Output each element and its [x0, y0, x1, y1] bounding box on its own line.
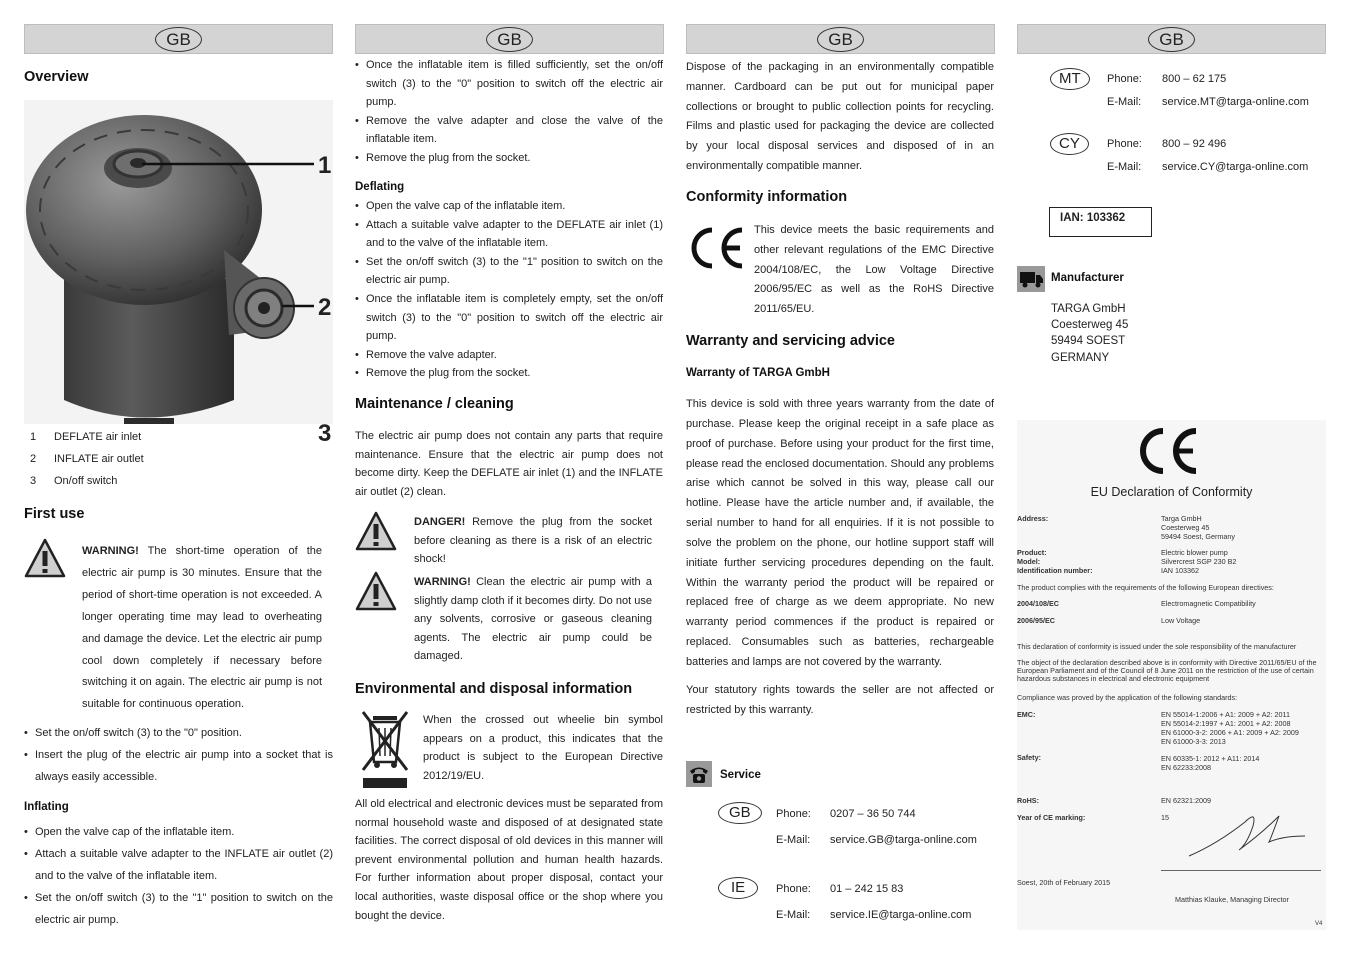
- standards-intro: Compliance was proved by the application of the following standards:: [1017, 693, 1238, 702]
- part-item: 2 INFLATE air outlet: [30, 453, 144, 465]
- callout-3: 3: [318, 420, 332, 447]
- list-item: • Insert the plug of the electric air pump into a socket that is always easily accessible.: [24, 744, 333, 788]
- email-address: service.MT@targa-online.com: [1162, 96, 1309, 108]
- phone-number: 01 – 242 15 83: [830, 883, 904, 895]
- email-label: E-Mail:: [776, 909, 811, 921]
- emc-label: EMC:: [1017, 710, 1036, 719]
- truck-icon: [1017, 266, 1045, 292]
- conformity-title: Conformity information: [686, 189, 848, 205]
- id-value: IAN 103362: [1161, 566, 1199, 575]
- column-4: [1017, 24, 1326, 927]
- email-label: E-Mail:: [1107, 161, 1142, 173]
- language-banner: [24, 24, 333, 54]
- ce-mark-icon: [686, 224, 746, 272]
- emc-standards: EN 55014-1:2006 + A1: 2009 + A2: 2011 EN 55014-2:1997 + A1: 2001 + A2: 2008 EN 61000-3-2: 2006 + A1: 2009 + A2: 2009 EN 61000-3-3: 2013: [1161, 710, 1299, 746]
- email-address: service.CY@targa-online.com: [1162, 161, 1309, 173]
- service-contact-mt: [1050, 66, 1326, 116]
- signature: [1187, 804, 1307, 864]
- service-title: Service: [720, 769, 761, 781]
- deflating-title: Deflating: [355, 181, 405, 193]
- danger-icon: [355, 511, 397, 551]
- phone-label: Phone:: [1107, 138, 1142, 150]
- deflating-list: [355, 197, 663, 383]
- model-value: Silvercrest SGP 230 B2: [1161, 557, 1237, 566]
- language-banner: [355, 24, 664, 54]
- warning-icon: [24, 538, 66, 578]
- warranty-title: Warranty and servicing advice: [686, 333, 895, 349]
- inflating-title: Inflating: [24, 801, 69, 813]
- model-label: Model:: [1017, 557, 1041, 566]
- year-value: 15: [1161, 813, 1169, 822]
- list-item: • Open the valve cap of the inflatable item.: [24, 821, 333, 843]
- id-label: Identification number:: [1017, 566, 1093, 575]
- email-label: E-Mail:: [1107, 96, 1142, 108]
- country-badge: CY: [1050, 133, 1089, 155]
- telephone-icon: [686, 761, 712, 787]
- warranty-subtitle: Warranty of TARGA GmbH: [686, 367, 830, 379]
- parts-list: [24, 426, 324, 492]
- product-value: Electric blower pump: [1161, 548, 1228, 557]
- email-address: service.GB@targa-online.com: [830, 834, 977, 846]
- crossed-bin-icon: [361, 710, 411, 790]
- callout-2: 2: [318, 294, 332, 321]
- version-label: V4: [1315, 921, 1323, 927]
- directive-label: 2006/95/EC: [1017, 616, 1055, 625]
- eu-declaration: [1017, 420, 1326, 930]
- service-contact-ie: [718, 877, 998, 937]
- warranty-text: This device is sold with three years warranty from the date of purchase. Please keep the original receipt in a safe place as proof of purchase. Before using your product for the first time, please read the enclosed documentation. Should any problems arise which cannot be solved in this way, please call our hotline. Please have the article number and, if available, the serial number to hand for all enquiries. If it is not possible to solve the problem on the phone, our hotline support staff will initiate further servicing procedures depending on the fault. Within the warranty period the product will be repaired or replaced free of charge as we deem appropriate. No new warranty period commences if the product is repaired or replaced. Consumables such as batteries, rechargeable batteries and lamps are not covered by the warranty.: [686, 398, 994, 668]
- list-item: • Once the inflatable item is filled sufficiently, set the on/off switch (3) to the "0" position to switch off the electric air pump.: [355, 56, 663, 112]
- address-label: Address:: [1017, 514, 1049, 523]
- directive-label: 2004/108/EC: [1017, 599, 1059, 608]
- maintenance-title: Maintenance / cleaning: [355, 396, 514, 412]
- list-item: • Set the on/off switch (3) to the "1" position to switch on the electric air pump.: [24, 887, 333, 931]
- environment-title: Environmental and disposal information: [355, 681, 633, 697]
- inflating-list: [24, 821, 333, 931]
- first-use-title: First use: [24, 506, 85, 522]
- weee-text: When the crossed out wheelie bin symbol appears on a product, this indicates that the product is subject to the European Directive 2012/19/EU.: [423, 714, 663, 782]
- part-item: 3 On/off switch: [30, 475, 118, 487]
- address-line: GERMANY: [1051, 351, 1110, 364]
- address-line: TARGA GmbH: [1051, 303, 1126, 315]
- part-item: 1 DEFLATE air inlet: [30, 431, 142, 443]
- place-date: Soest, 20th of February 2015: [1017, 878, 1111, 887]
- service-contact-gb: [718, 802, 998, 862]
- list-item: • Remove the valve adapter.: [355, 346, 663, 365]
- list-item: • Attach a suitable valve adapter to the DEFLATE air inlet (1) and to the valve of the inflatable item.: [355, 216, 663, 253]
- directive-value: Low Voltage: [1161, 616, 1201, 625]
- language-badge: GB: [155, 27, 202, 52]
- phone-label: Phone:: [776, 808, 811, 820]
- language-banner: [686, 24, 995, 54]
- list-item: • Set the on/off switch (3) to the "0" position.: [24, 722, 333, 744]
- list-item: • Remove the plug from the socket.: [355, 364, 663, 383]
- phone-number: 800 – 62 175: [1162, 73, 1227, 85]
- phone-number: 0207 – 36 50 744: [830, 808, 916, 820]
- first-use-list: [24, 722, 333, 788]
- first-use-warning: WARNING! The short-time operation of the electric air pump is 30 minutes. Ensure that the period of short-time operation is not exceeded. A longer operating time may lead to overheating and damage the device. Let the electric air pump cool down completely if necessary before switching it on again. The electric air pump is not suitable for continuous operation.: [82, 545, 322, 711]
- conformity-text: This device meets the basic requirements and other relevant regulations of the EMC Directive 2004/108/EC, the Low Voltage Directive 2006/95/EC as well as the RoHS Directive 2011/65/EU.: [754, 224, 994, 316]
- list-item: • Attach a suitable valve adapter to the INFLATE air outlet (2) and to the valve of the inflatable item.: [24, 843, 333, 887]
- warning-icon: [355, 571, 397, 611]
- disposal-text: All old electrical and electronic devices must be separated from normal household waste and disposed of at designated state facilities. The correct disposal of old devices in this manner will prevent environmental pollution and human health hazards. For further information about proper disposal, contact your local authorities, waste disposal office or the shop where you bought the device.: [355, 798, 663, 922]
- rohs-value: EN 62321:2009: [1161, 796, 1211, 805]
- address-line: Coesterweg 45: [1051, 319, 1129, 332]
- product-label: Product:: [1017, 548, 1047, 557]
- inflating-continued-list: [355, 56, 663, 168]
- declaration-title: EU Declaration of Conformity: [1090, 485, 1253, 499]
- packaging-disposal-text: Dispose of the packaging in an environmentally compatible manner. Cardboard can be put out for municipal paper collections or brought to public collection points for recycling. Films and plastic used for packaging the device are collected by your local disposal services and disposed of in an environmentally compatible manner.: [686, 61, 994, 172]
- email-label: E-Mail:: [776, 834, 811, 846]
- signer-name: Matthias Klauke, Managing Director: [1175, 895, 1289, 904]
- safety-standards: EN 60335-1: 2012 + A11: 2014 EN 62233:2008: [1161, 754, 1260, 772]
- country-badge: MT: [1050, 68, 1090, 90]
- manufacturer-address: [1051, 301, 1128, 366]
- service-contact-cy: [1050, 131, 1326, 181]
- language-badge: GB: [486, 27, 533, 52]
- column-1: [24, 24, 333, 926]
- country-badge: GB: [718, 802, 762, 824]
- phone-number: 800 – 92 496: [1162, 138, 1227, 150]
- phone-label: Phone:: [1107, 73, 1142, 85]
- ian-box: IAN: 103362: [1049, 207, 1152, 237]
- manufacturer-title: Manufacturer: [1051, 272, 1124, 284]
- callout-1: 1: [318, 152, 332, 179]
- country-badge: IE: [718, 877, 758, 899]
- directive-value: Electromagnetic Compatibility: [1161, 599, 1256, 608]
- email-address: service.IE@targa-online.com: [830, 909, 972, 921]
- list-item: • Remove the plug from the socket.: [355, 149, 663, 168]
- object-text: The object of the declaration described above is in conformity with Directive 2011/65/EU of the European Parliament and of the Council of 8 June 2011 on the restriction of the use of certain hazardous substances in electrical and electronic equipment: [1017, 658, 1317, 683]
- cleaning-warning: WARNING! Clean the electric air pump with a slightly damp cloth if it becomes dirty. Do not use any solvents, corrosive or gaseous cleaning agents. The electric air pump could be damaged.: [414, 576, 652, 663]
- air-pump-image: [24, 100, 333, 424]
- ce-mark-icon: [1135, 426, 1199, 476]
- list-item: • Once the inflatable item is completely empty, set the on/off switch (3) to the "0" position to switch off the electric air pump.: [355, 290, 663, 346]
- address-line: 59494 SOEST: [1051, 335, 1126, 348]
- language-badge: GB: [1148, 27, 1195, 52]
- list-item: • Remove the valve adapter and close the valve of the inflatable item.: [355, 112, 663, 149]
- signature-line: [1161, 870, 1321, 871]
- danger-note: DANGER! Remove the plug from the socket before cleaning as there is a risk of an electric shock!: [414, 516, 652, 566]
- directives-intro: The product complies with the requirements of the following European directives:: [1017, 583, 1274, 592]
- responsibility-text: This declaration of conformity is issued under the sole responsibility of the manufacturer: [1017, 642, 1297, 651]
- list-item: • Set the on/off switch (3) to the "1" position to switch on the electric air pump.: [355, 253, 663, 290]
- year-label: Year of CE marking:: [1017, 813, 1086, 822]
- language-badge: GB: [817, 27, 864, 52]
- overview-title: Overview: [24, 69, 89, 85]
- declaration-address: Targa GmbH Coesterweg 45 59494 Soest, Germany: [1161, 514, 1235, 541]
- rohs-label: RoHS:: [1017, 796, 1039, 805]
- statutory-rights-text: Your statutory rights towards the seller are not affected or restricted by this warranty.: [686, 684, 994, 716]
- phone-label: Phone:: [776, 883, 811, 895]
- maintenance-text: The electric air pump does not contain any parts that require maintenance. Ensure that the electric air pump does not become dirty. Keep the DEFLATE air inlet (1) and the INFLATE air outlet (2) clean.: [355, 430, 663, 498]
- column-2: [355, 24, 664, 922]
- list-item: • Open the valve cap of the inflatable item.: [355, 197, 663, 216]
- language-banner: [1017, 24, 1326, 54]
- safety-label: Safety:: [1017, 753, 1041, 762]
- column-3: [686, 24, 995, 921]
